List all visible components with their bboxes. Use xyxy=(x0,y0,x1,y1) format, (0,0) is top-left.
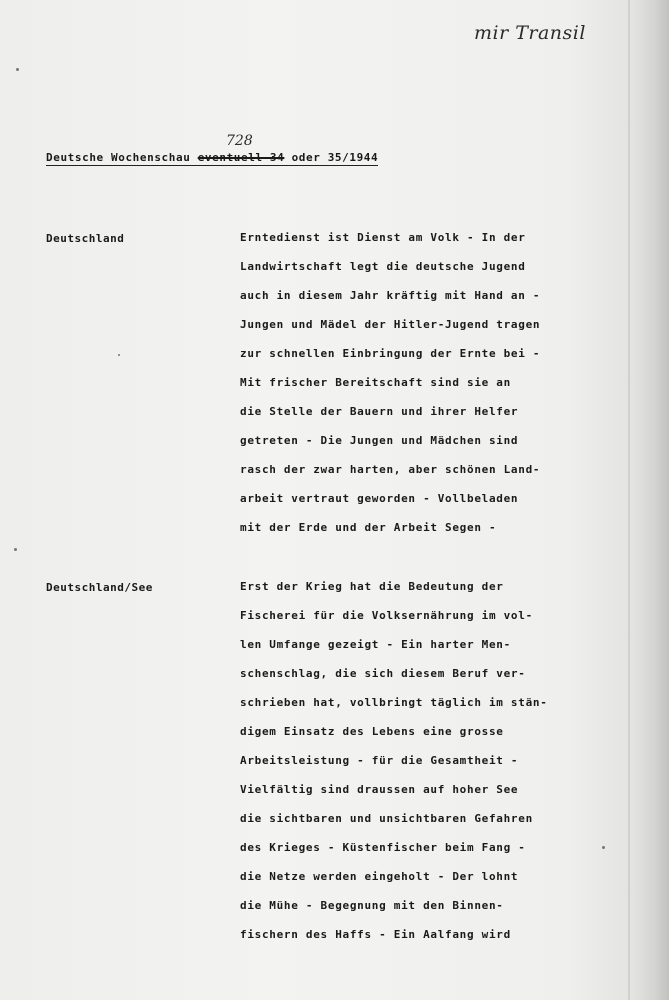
body-line: Mit frischer Bereitschaft sind sie an xyxy=(240,376,511,389)
body-line: getreten - Die Jungen und Mädchen sind xyxy=(240,434,519,447)
body-line: die sichtbaren und unsichtbaren Gefahren xyxy=(240,812,533,825)
paper-speck xyxy=(16,68,19,71)
body-line: die Netze werden eingeholt - Der lohnt xyxy=(240,870,519,883)
body-line: des Krieges - Küstenfischer beim Fang - xyxy=(240,841,526,854)
body-line: Fischerei für die Volksernährung im vol- xyxy=(240,609,533,622)
paper-speck xyxy=(118,354,120,356)
body-line: schenschlag, die sich diesem Beruf ver- xyxy=(240,667,526,680)
body-line: arbeit vertraut geworden - Vollbeladen xyxy=(240,492,519,505)
body-line: fischern des Haffs - Ein Aalfang wird xyxy=(240,928,511,941)
body-line: rasch der zwar harten, aber schönen Land- xyxy=(240,463,541,476)
paper-speck xyxy=(14,548,17,551)
title-struck-text: eventuell 34 xyxy=(197,151,285,164)
body-line: mit der Erde und der Arbeit Segen - xyxy=(240,521,497,534)
title-prefix: Deutsche Wochenschau xyxy=(46,151,198,164)
body-line: Jungen und Mädel der Hitler-Jugend tragen xyxy=(240,318,541,331)
section-body-deutschland-see xyxy=(240,581,548,958)
body-line: Arbeitsleistung - für die Gesamtheit - xyxy=(240,754,519,767)
body-line: Vielfältig sind draussen auf hoher See xyxy=(240,783,519,796)
page-fold-line xyxy=(628,0,630,1000)
handwritten-note: mir Transil xyxy=(474,22,586,44)
document-title xyxy=(46,151,378,166)
page-edge-shadow xyxy=(633,0,669,1000)
body-line: Erst der Krieg hat die Bedeutung der xyxy=(240,580,504,593)
body-line: die Stelle der Bauern und ihrer Helfer xyxy=(240,405,519,418)
section-label-deutschland-see: Deutschland/See xyxy=(46,581,153,594)
section-body-deutschland xyxy=(240,232,540,551)
body-line: zur schnellen Einbringung der Ernte bei - xyxy=(240,347,541,360)
body-line: die Mühe - Begegnung mit den Binnen- xyxy=(240,899,504,912)
paper-speck xyxy=(602,846,605,849)
section-label-deutschland: Deutschland xyxy=(46,232,125,245)
body-line: len Umfange gezeigt - Ein harter Men- xyxy=(240,638,511,651)
handwritten-number: 728 xyxy=(226,133,253,149)
title-suffix: oder 35/1944 xyxy=(284,151,379,164)
body-line: schrieben hat, vollbringt täglich im stän- xyxy=(240,696,548,709)
body-line: Erntedienst ist Dienst am Volk - In der xyxy=(240,231,526,244)
body-line: digem Einsatz des Lebens eine grosse xyxy=(240,725,504,738)
body-line: auch in diesem Jahr kräftig mit Hand an - xyxy=(240,289,541,302)
body-line: Landwirtschaft legt die deutsche Jugend xyxy=(240,260,526,273)
